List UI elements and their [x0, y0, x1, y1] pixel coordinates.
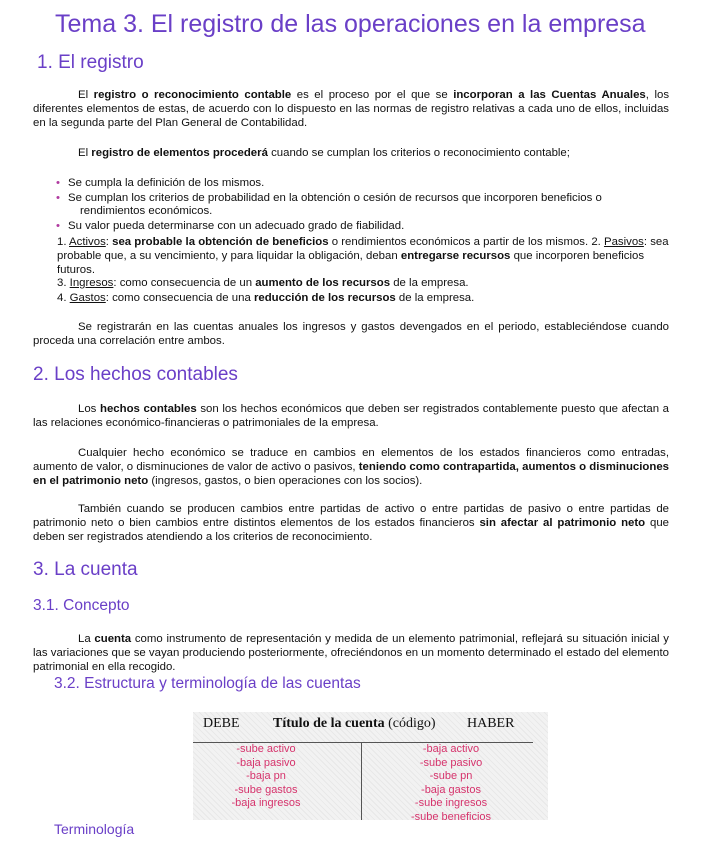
haber-entry: -baja activo [422, 743, 480, 755]
text-run: El [78, 89, 94, 101]
debe-entry: -baja pasivo [236, 756, 296, 769]
section-heading-cuenta: 3. La cuenta [33, 559, 138, 580]
text-run: Cualquier hecho económico se traduce en cambios en elementos de los estados financieros como entradas, aumento de valor, o disminuciones de valor de activo o pasivos, [33, 447, 669, 473]
text-run: como instrumento de representación y medida de un elemento patrimonial, reflejará su situación inicial y las variaciones que se vayan produciendo posteriormente, ofreciéndonos en un momento determinado el estado del elemento patrimonial en ella recogido. [33, 633, 669, 673]
concepto-paragraph [33, 632, 669, 674]
bullet-item: • Se cumplan los criterios de probabilidad en la obtención o cesión de recursos que incorporen beneficios o rendimientos económicos. [56, 192, 602, 217]
text-run: teniendo como contrapartida, aumentos o disminuciones en el patrimonio neto [33, 461, 670, 487]
haber-entry: -sube ingresos [414, 797, 488, 810]
text-run: o rendimientos económicos a partir de los mismos. 2. [328, 236, 604, 248]
bullet-item: • Su valor pueda determinarse con un adecuado grado de fiabilidad. [56, 220, 405, 232]
text-run: : como consecuencia de un [113, 277, 256, 289]
text-run: de la empresa. [395, 292, 475, 304]
registro-paragraph-3 [33, 320, 669, 348]
numbered-item-activos-pasivos [57, 235, 669, 277]
section-heading-registro: 1. El registro [37, 52, 144, 73]
debe-column [201, 743, 331, 811]
text-run: La [78, 633, 95, 645]
haber-label: HABER [467, 716, 515, 731]
text-run: El [78, 147, 92, 159]
text-run: Activos [69, 236, 106, 248]
text-run: Pasivos [603, 236, 644, 248]
text-run: sea probable la obtención de beneficios [112, 236, 329, 248]
account-vertical-line [361, 742, 362, 820]
text-run: 1. [57, 236, 70, 248]
debe-entry: -sube gastos [234, 783, 298, 796]
text-run: entregarse recursos [400, 250, 511, 262]
hechos-paragraph-1 [33, 402, 669, 430]
bullet-icon: • [56, 192, 60, 204]
haber-entry: -sube pasivo [419, 756, 483, 769]
text-run: aumento de los recursos [255, 277, 391, 289]
debe-entry: -baja ingresos [231, 797, 301, 810]
bullet-item: • Se cumpla la definición de los mismos. [56, 177, 265, 189]
account-title: Título de la cuenta (código) [273, 716, 436, 731]
text-run: Gastos [69, 292, 106, 304]
text-run: Se registrarán en las cuentas anuales los ingresos y gastos devengados en el periodo, estableciéndose cuando proceda una correlación entre ambos. [33, 321, 669, 347]
haber-entry: -sube pn [429, 770, 473, 783]
subsection-heading-estructura: 3.2. Estructura y terminología de las cuentas [54, 675, 361, 692]
bullet-icon: • [56, 220, 60, 232]
numbered-item-gastos [57, 291, 669, 305]
text-run: cuenta [94, 633, 132, 645]
debe-entry: -sube activo [236, 743, 296, 755]
text-run: , los diferentes elementos de estas, de acuerdo con lo dispuesto en las normas de registro relativas a cada uno de ellos, incluidas en la segunda parte del Plan General de Contabilidad. [33, 89, 670, 129]
haber-entry: -baja gastos [421, 783, 481, 796]
account-t-diagram [193, 712, 548, 823]
text-run: Ingresos [69, 277, 114, 289]
text-run: que incorporen beneficios futuros. [57, 250, 645, 276]
text-run: incorporan a las Cuentas Anuales [453, 89, 646, 101]
text-run: reducción de los recursos [253, 292, 396, 304]
debe-label: DEBE [203, 716, 240, 731]
registro-paragraph-1 [33, 88, 669, 130]
bullet-icon: • [56, 177, 60, 189]
section-heading-hechos-contables: 2. Los hechos contables [33, 364, 238, 385]
text-run: es el proceso por el que se [291, 89, 454, 101]
hechos-paragraph-3 [33, 502, 669, 544]
text-run: de la empresa. [390, 277, 469, 289]
text-run: 4. [57, 292, 70, 304]
text-run: : [105, 236, 113, 248]
haber-entry: -sube beneficios [410, 810, 492, 823]
subsection-heading-concepto: 3.1. Concepto [33, 597, 130, 614]
text-run: : como consecuencia de una [105, 292, 254, 304]
text-run: : sea probable que, a su vencimiento, y para liquidar la obligación, deban [57, 236, 669, 262]
text-run: cuando se cumplan los criterios o reconocimiento contable; [267, 147, 570, 159]
text-run: registro de elementos procederá [91, 147, 268, 159]
text-run: registro o reconocimiento contable [93, 89, 292, 101]
text-run: hechos contables [100, 403, 197, 415]
text-run: También cuando se producen cambios entre partidas de activo o entre partidas de pasivo o entre partidas de patrimonio neto o bien cambios entre distintos elementos de los estados financieros [33, 503, 669, 529]
text-run: 3. [57, 277, 70, 289]
numbered-item-ingresos [57, 276, 669, 290]
debe-entry: -baja pn [246, 770, 286, 783]
page-title: Tema 3. El registro de las operaciones en la empresa [55, 10, 646, 38]
registro-paragraph-2 [33, 146, 669, 160]
hechos-paragraph-2 [33, 446, 669, 488]
text-run: son los hechos económicos que deben ser registrados contablemente puesto que afectan a las relaciones económico-financieras o patrimoniales de la empresa. [33, 403, 670, 429]
text-run: (ingresos, gastos, o bien operaciones con los socios). [148, 475, 423, 487]
text-run: Los [78, 403, 101, 415]
text-run: sin afectar al patrimonio neto [479, 517, 646, 529]
haber-column [386, 743, 516, 825]
terminologia-heading: Terminología [54, 821, 135, 837]
text-run: que deben ser registrados atendiendo a los criterios de reconocimiento. [33, 517, 669, 543]
